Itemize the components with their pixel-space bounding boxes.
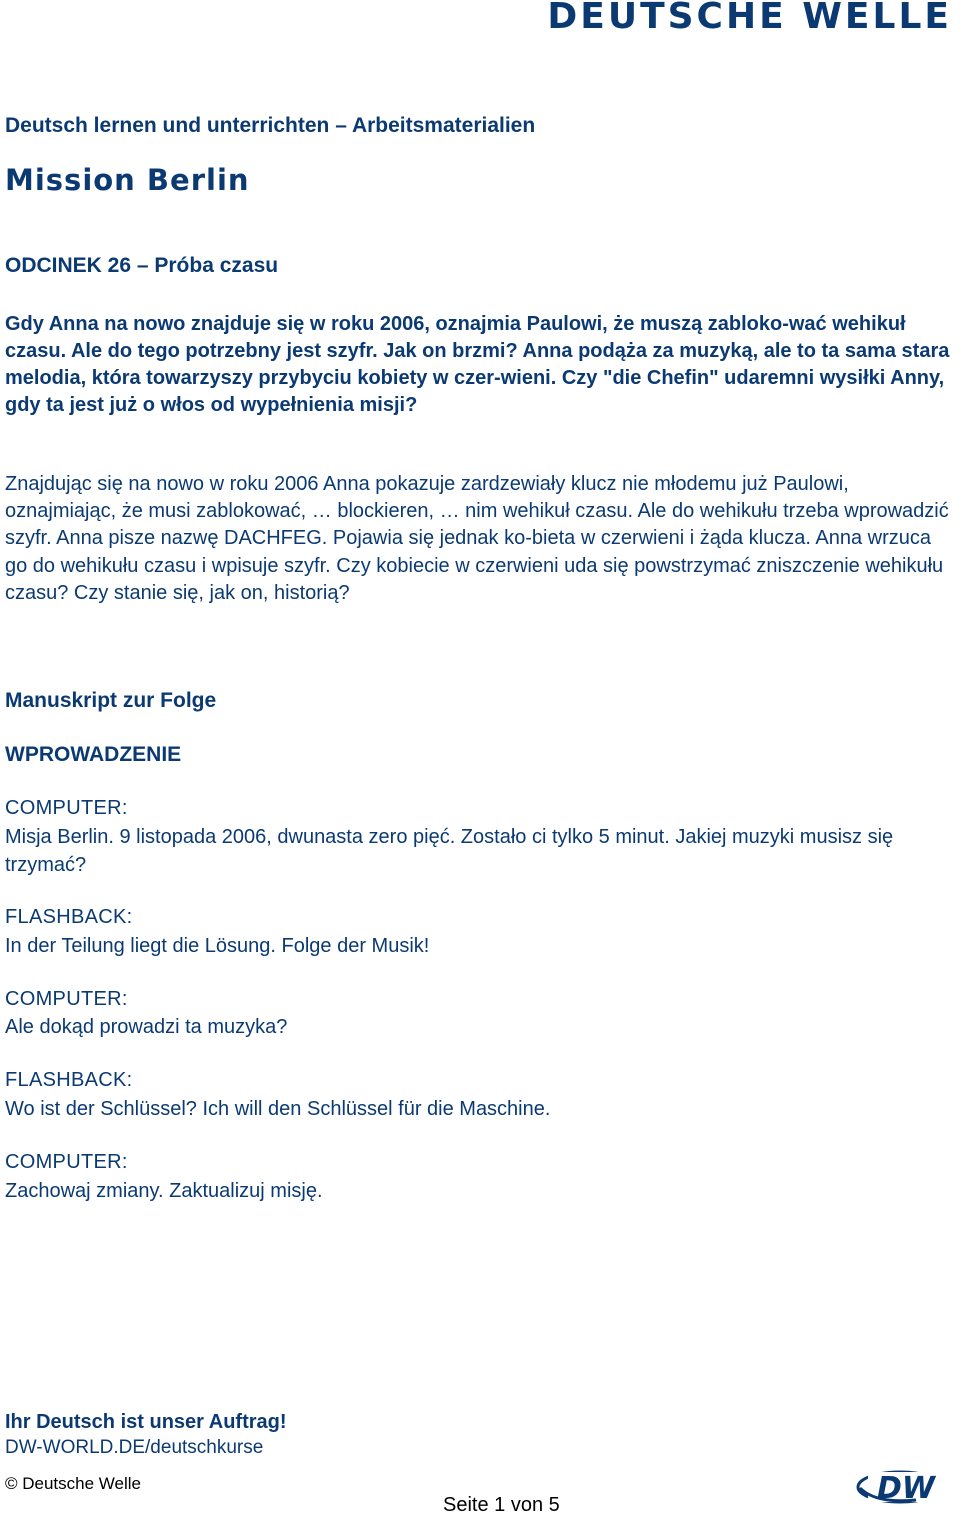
dialogue-speaker: COMPUTER: <box>5 988 128 1010</box>
dialogue-line: Misja Berlin. 9 listopada 2006, dwunasta zero pięć. Zostało ci tylko 5 minut. Jakiej muzyki musisz się trzymać? <box>5 826 894 876</box>
dialogue-speaker: COMPUTER: <box>5 1151 128 1173</box>
episode-lead: Gdy Anna na nowo znajduje się w roku 2006, oznajmia Paulowi, że muszą zabloko-wać wehikuł czasu. Ale do tego potrzebny jest szyfr. Jak on brzmi? Anna podąża za muzyką, ale to ta sama stara melodia, która towarzyszy przybyciu kobiety w czer-wieni. Czy "die Chefin" udaremni wysiłki Anny, gdy ta jest już o włos od wypełnienia misji? <box>5 313 950 416</box>
dw-logo-text: DW <box>877 1471 935 1506</box>
dialogue-line: Zachowaj zmiany. Zaktualizuj misję. <box>5 1180 323 1202</box>
dialogue-line: In der Teilung liegt die Lösung. Folge der Musik! <box>5 935 430 957</box>
footer-slogan: Ihr Deutsch ist unser Auftrag! <box>5 1411 287 1433</box>
page-number: Seite 1 von 5 <box>443 1494 560 1516</box>
section-heading: WPROWADZENIE <box>5 743 182 766</box>
dialogue-speaker: COMPUTER: <box>5 797 128 819</box>
dialogue-speaker: FLASHBACK: <box>5 1069 133 1091</box>
episode-summary: Znajdując się na nowo w roku 2006 Anna pokazuje zardzewiały klucz nie młodemu już Paulowi, oznajmiając, że musi zablokować, … blockieren, … nim wehikuł czasu. Ale do wehikułu trzeba wprowadzić szyfr. Anna pisze nazwę DACHFEG. Pojawia się jednak ko-bieta w czerwieni i żąda klucza. Anna wrzuca go do wehikułu czasu i wpisuje szyfr. Czy kobiecie w czerwieni uda się powstrzymać zniszczenie wehikułu czasu? Czy stanie się, jak on, historią? <box>5 473 949 604</box>
series-title: Deutsch lernen und unterrichten – Arbeitsmaterialien <box>5 114 536 137</box>
manuscript-heading: Manuskript zur Folge <box>5 689 217 712</box>
dialogue-line: Ale dokąd prowadzi ta muzyka? <box>5 1016 288 1038</box>
episode-heading: ODCINEK 26 – Próba czasu <box>5 254 279 277</box>
copyright-notice: © Deutsche Welle <box>5 1474 141 1493</box>
page-title: Mission Berlin <box>5 163 250 197</box>
dw-logo <box>856 1466 952 1511</box>
dialogue-line: Wo ist der Schlüssel? Ich will den Schlüssel für die Maschine. <box>5 1098 551 1120</box>
brand-wordmark: DEUTSCHE WELLE <box>547 0 952 37</box>
dialogue-speaker: FLASHBACK: <box>5 906 133 928</box>
footer-url[interactable]: DW-WORLD.DE/deutschkurse <box>5 1437 264 1458</box>
